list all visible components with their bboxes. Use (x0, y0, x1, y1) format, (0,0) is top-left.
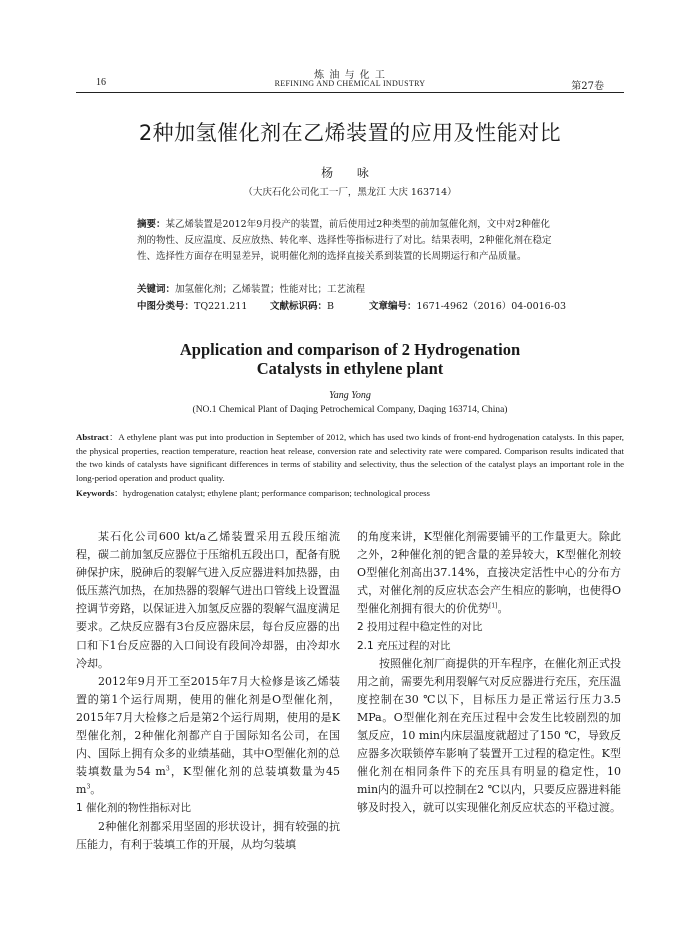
citation-ref[interactable]: [1] (489, 602, 498, 610)
header-rule (76, 92, 624, 93)
abstract-cn-text: 某乙烯装置是2012年9月投产的装置，前后使用过2种类型的前加氢催化剂，文中对2种催化剂的物性、反应温度、反应放热、转化率、选择性等指标进行了对比。结果表明，2种催化剂在稳定性、选择性方面存在明显差异，说明催化剂的选择直接关系到装置的长周期运行和产品质量。 (137, 219, 552, 262)
keywords-cn-text: 加氢催化剂；乙烯装置；性能对比；工艺流程 (175, 284, 366, 295)
keywords-en-text: ：hydrogenation catalyst; ethylene plant; performance comparison; technological process (114, 488, 430, 498)
article-title-cn: 2种加氢催化剂在乙烯装置的应用及性能对比 (138, 121, 562, 145)
body-paragraph: 按照催化剂厂商提供的开车程序，在催化剂正式投用之前，需要先利用裂解气对反应器进行充压，充压温度控制在30 ℃以下，目标压力是正常运行压力3.5 MPa。O型催化剂在充压过程中会发生比较剧烈的加氢反应，10 min内床层温度就超过了150 ℃，导致反应器多次联锁停车影响了装置开工过程的稳定性。K型催化剂在相同条件下的充压具有明显的稳定性，10 min内的温升可以控制在2 ℃以内，只要反应器进料能够及时投入，就可以实现催化剂反应状态的平稳过渡。 (357, 656, 621, 815)
body-column-left (76, 528, 340, 854)
abstract-en-label: Abstract (76, 432, 109, 442)
journal-name-cn: 炼 油 与 化 工 (314, 70, 386, 81)
volume-label: 第27卷 (571, 81, 604, 92)
page-number: 16 (96, 77, 106, 88)
journal-name-en: REFINING AND CHEMICAL INDUSTRY (274, 79, 426, 88)
doc-code-label: 文献标识码： (270, 301, 328, 312)
keywords-cn-label: 关键词： (137, 284, 176, 295)
affiliation-cn: （大庆石化公司化工一厂，黑龙江 大庆 163714） (243, 187, 457, 198)
abstract-cn-label: 摘要： (137, 219, 166, 230)
keywords-en-label: Keywords (76, 488, 115, 498)
body-column-right (357, 528, 621, 818)
article-no-value: 1671-4962（2016）04-0016-03 (416, 301, 567, 312)
body-paragraph: 2种催化剂都采用坚固的形状设计，拥有较强的抗压能力，有利于装填工作的开展，从均匀装填 (76, 819, 340, 851)
author-en: Yang Yong (329, 390, 371, 401)
body-paragraph: 某石化公司600 kt/a乙烯装置采用五段压缩流程，碳二前加氢反应器位于压缩机五段出口，配备有脱砷保护床，脱砷后的裂解气进入反应器进料加热器，由低压蒸汽加热，在加热器的裂解气进出口管线上设置温控调节旁路，以保证进入加氢反应器的裂解气温度满足要求。乙炔反应器有3台反应器床层，每台反应器的出口和下1台反应器的入口间设有段间冷却器，由冷却水冷却。 (76, 530, 340, 670)
article-title-en (0, 340, 700, 378)
author-cn: 杨 咏 (321, 166, 379, 180)
title-en-line-1: Application and comparison of 2 Hydrogenation (179, 340, 521, 359)
abstract-en (76, 431, 624, 485)
section-heading-2: 2 投用过程中稳定性的对比 (357, 621, 483, 634)
title-en-line-2: Catalysts in ethylene plant (256, 359, 444, 378)
body-paragraph: 的角度来讲，K型催化剂需要铺平的工作量更大。除此之外，2种催化剂的钯含量的差异较大，K型催化剂较O型催化剂高出37.14%，直接决定活性中心的分布方式，对催化剂的反应状态会产生相应的影响，也使得O型催化剂拥有很大的价优势[1]。 (357, 530, 621, 616)
abstract-en-text: ：A ethylene plant was put into production in September of 2012, which has used two kinds of front-end hydrogenation catalysts. In this paper, the physical properties, reaction temperature, reaction heat release, conversion rate and selectivity rate were compared. Comparison results indicated that the two kinds of catalysts have significant differences in terms of stability and selectivity, thus the selection of the catalyst plays an important role in the long-period operation and product quality. (76, 432, 624, 483)
clc-label: 中图分类号： (137, 301, 195, 312)
doc-code-value: B (327, 301, 334, 312)
keywords-cn (137, 282, 552, 298)
clc-value: TQ221.211 (194, 301, 248, 312)
keywords-en (76, 487, 624, 501)
article-no-label: 文章编号： (369, 301, 417, 312)
abstract-cn (137, 217, 552, 265)
section-heading-1: 1 催化剂的物性指标对比 (76, 802, 192, 815)
body-paragraph: 2012年9月开工至2015年7月大检修是该乙烯装置的第1个运行周期，使用的催化剂是O型催化剂，2015年7月大检修之后是第2个运行周期，使用的是K型催化剂，2种催化剂都产自于国际知名公司，在国内、国际上拥有众多的业绩基础，其中O型催化剂的总装填数量为54 $m^3$，K型催化剂的总装填数量为45 $m^3$。 (76, 674, 340, 797)
subsection-heading-2-1: 2.1 充压过程的对比 (357, 639, 451, 652)
affiliation-en: (NO.1 Chemical Plant of Daqing Petrochemical Company, Daqing 163714, China) (192, 405, 508, 415)
